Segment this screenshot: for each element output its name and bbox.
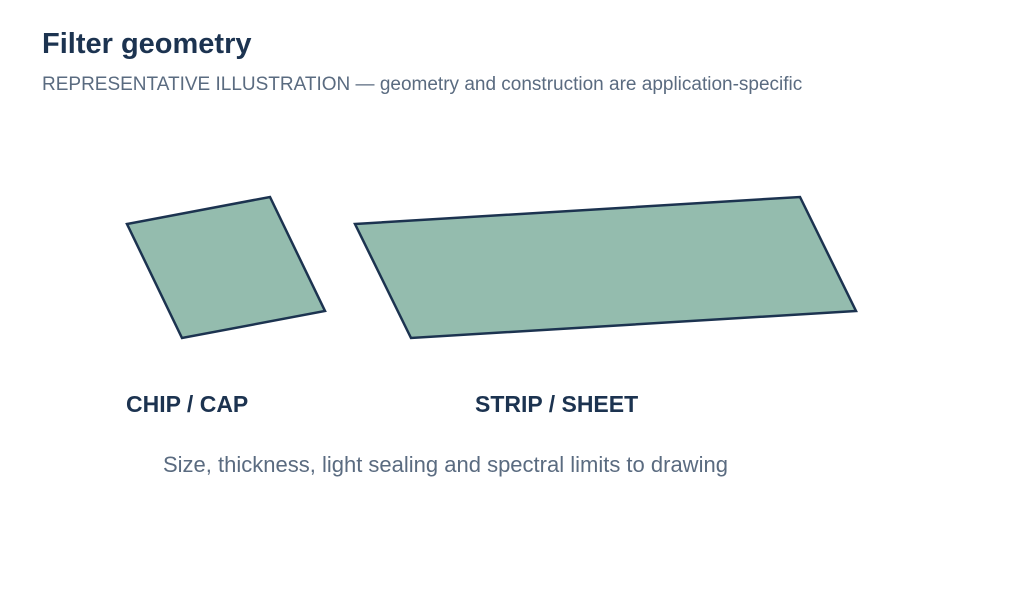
page-title: Filter geometry: [42, 28, 252, 60]
chip-cap-shape: [127, 197, 325, 338]
strip-sheet-shape: [355, 197, 856, 338]
strip-sheet-label: STRIP / SHEET: [475, 391, 639, 417]
diagram-caption: Size, thickness, light sealing and spectral limits to drawing: [163, 452, 728, 477]
chip-cap-label: CHIP / CAP: [126, 391, 249, 417]
page-subtitle: REPRESENTATIVE ILLUSTRATION — geometry and construction are application-specific: [42, 74, 803, 95]
